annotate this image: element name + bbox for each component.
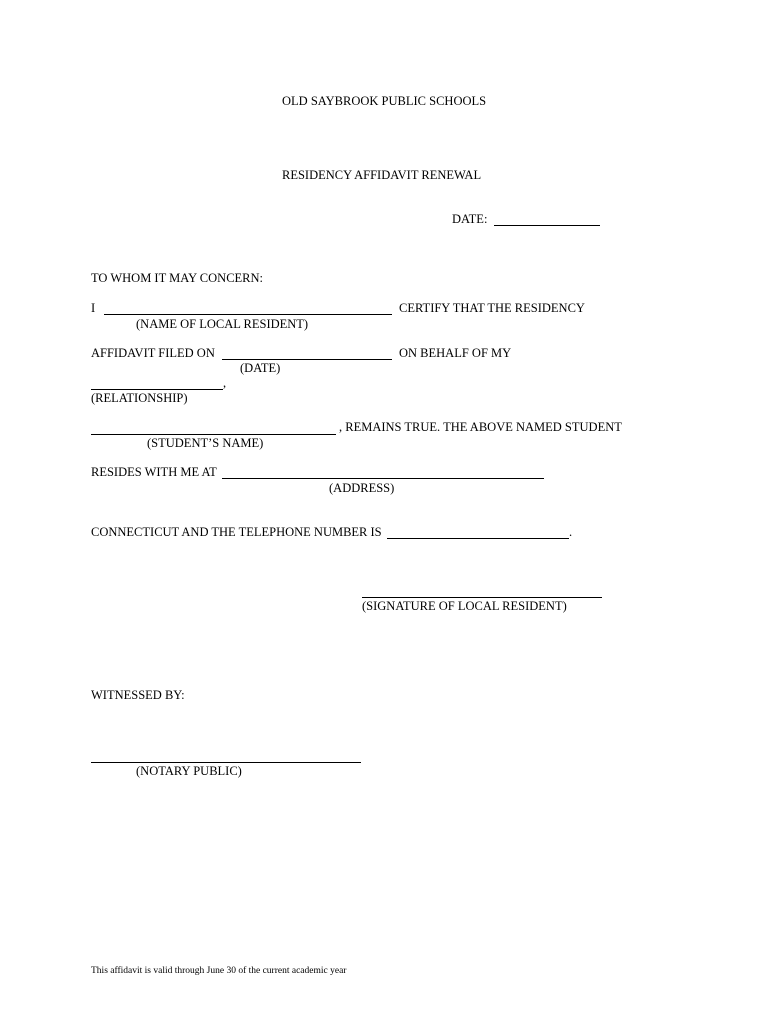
validity-note: This affidavit is valid through June 30 of the current academic year <box>91 966 347 976</box>
relationship-caption: (RELATIONSHIP) <box>91 391 188 405</box>
date-label: DATE: <box>452 212 488 226</box>
telephone-field[interactable] <box>387 538 569 539</box>
line1-suffix: CERTIFY THAT THE RESIDENCY <box>399 301 585 315</box>
line2-prefix: AFFIDAVIT FILED ON <box>91 346 215 360</box>
form-title: RESIDENCY AFFIDAVIT RENEWAL <box>282 168 482 182</box>
line4-suffix: , REMAINS TRUE. THE ABOVE NAMED STUDENT <box>339 420 622 434</box>
student-name-field[interactable] <box>91 434 336 435</box>
address-field[interactable] <box>222 478 544 479</box>
date-field[interactable] <box>494 225 600 226</box>
signature-field[interactable] <box>362 597 602 598</box>
line3-comma: , <box>223 376 227 390</box>
notary-signature-field[interactable] <box>91 762 361 763</box>
local-resident-name-field[interactable] <box>104 314 392 315</box>
relationship-field[interactable] <box>91 389 223 390</box>
salutation: TO WHOM IT MAY CONCERN: <box>91 271 264 285</box>
student-name-caption: (STUDENT’S NAME) <box>147 436 264 450</box>
line6-period: . <box>569 525 573 539</box>
line1-prefix: I <box>91 301 96 315</box>
local-resident-name-caption: (NAME OF LOCAL RESIDENT) <box>136 317 309 331</box>
line2-suffix: ON BEHALF OF MY <box>399 346 512 360</box>
school-name: OLD SAYBROOK PUBLIC SCHOOLS <box>282 94 487 108</box>
filed-date-caption: (DATE) <box>240 361 281 375</box>
signature-caption: (SIGNATURE OF LOCAL RESIDENT) <box>362 599 567 613</box>
address-caption: (ADDRESS) <box>329 481 395 495</box>
line5-prefix: RESIDES WITH ME AT <box>91 465 217 479</box>
line6-prefix: CONNECTICUT AND THE TELEPHONE NUMBER IS <box>91 525 382 539</box>
witnessed-by-label: WITNESSED BY: <box>91 688 185 702</box>
notary-caption: (NOTARY PUBLIC) <box>136 764 242 778</box>
filed-date-field[interactable] <box>222 359 392 360</box>
